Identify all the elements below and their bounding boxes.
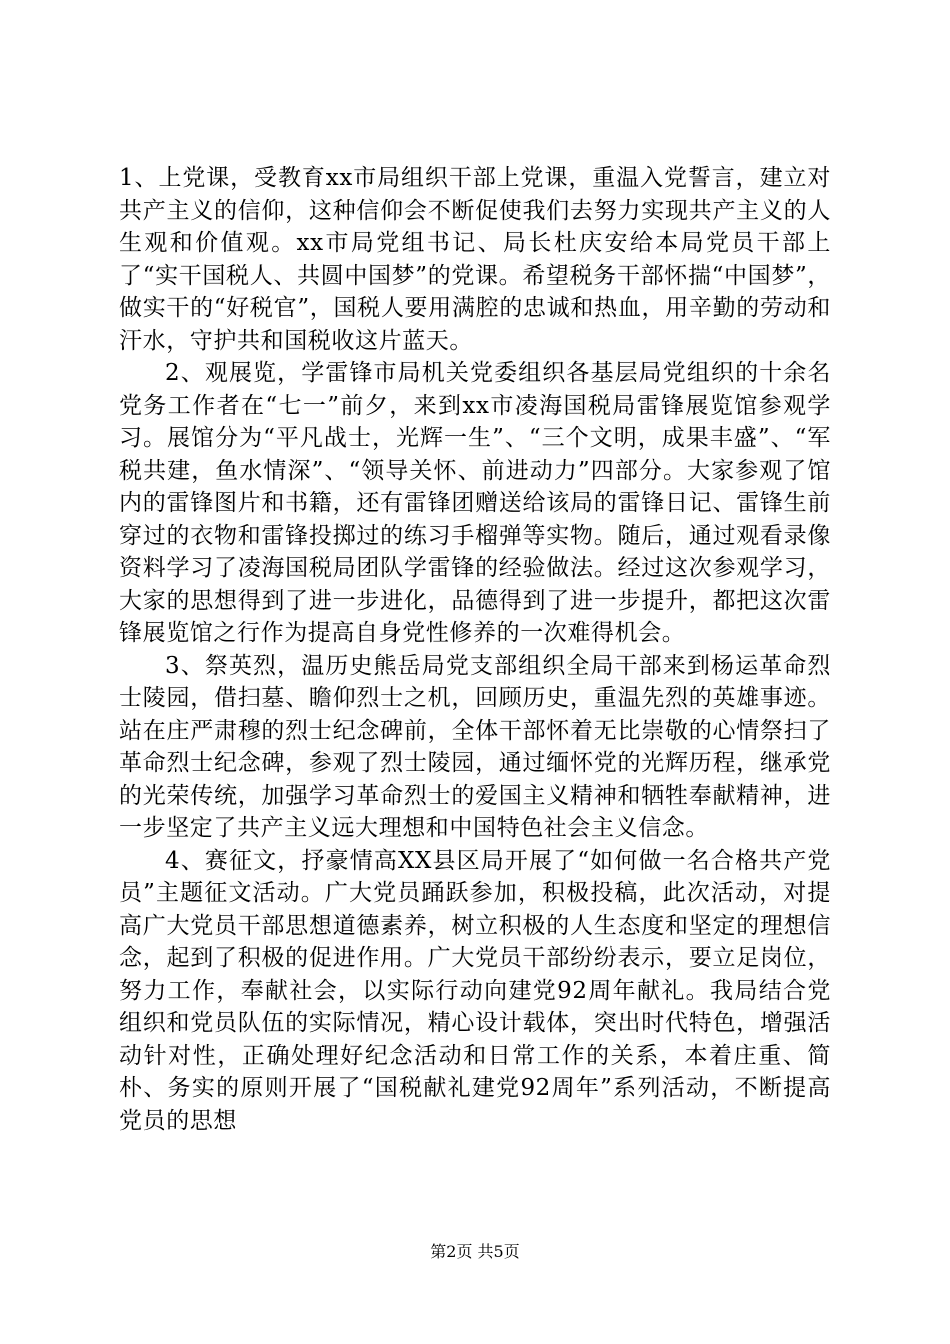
paragraph-4: 4、赛征文，抒豪情高XX县区局开展了“如何做一名合格共产党员”主题征文活动。广大党员踊跃参加，积极投稿，此次活动，对提高广大党员干部思想道德素养，树立积极的人生态度和坚定的理想信念，起到了积极的促进作用。广大党员干部纷纷表示，要立足岗位，努力工作，奉献社会，以实际行动向建党92周年献礼。我局结合党组织和党员队伍的实际情况，精心设计载体，突出时代特色，增强活动针对性，正确处理好纪念活动和日常工作的关系，本着庄重、简朴、务实的原则开展了“国税献礼建党92周年”系列活动，不断提高党员的思想 bbox=[119, 847, 831, 1134]
paragraph-3: 3、祭英烈，温历史熊岳局党支部组织全局干部来到杨运革命烈士陵园，借扫墓、瞻仰烈士之机，回顾历史，重温先烈的英雄事迹。站在庄严肃穆的烈士纪念碑前，全体干部怀着无比崇敬的心情祭扫了革命烈士纪念碑，参观了烈士陵园，通过缅怀党的光辉历程，继承党的光荣传统，加强学习革命烈士的爱国主义精神和牺牲奉献精神，进一步坚定了共产主义远大理想和中国特色社会主义信念。 bbox=[119, 652, 831, 841]
paragraph-2: 2、观展览，学雷锋市局机关党委组织各基层局党组织的十余名党务工作者在“七一”前夕，来到xx市凌海国税局雷锋展览馆参观学习。展馆分为“平凡战士，光辉一生”、“三个文明，成果丰盛”、“军税共建，鱼水情深”、“领导关怀、前进动力”四部分。大家参观了馆内的雷锋图片和书籍，还有雷锋团赠送给该局的雷锋日记、雷锋生前穿过的衣物和雷锋投掷过的练习手榴弹等实物。随后，通过观看录像资料学习了凌海国税局团队学雷锋的经验做法。经过这次参观学习，大家的思想得到了进一步进化，品德得到了进一步提升，都把这次雷锋展览馆之行作为提高自身党性修养的一次难得机会。 bbox=[119, 360, 831, 646]
page-footer: 第2页 共5页 bbox=[430, 1242, 520, 1261]
document-body bbox=[119, 162, 831, 1137]
paragraph-1: 1、上党课，受教育xx市局组织干部上党课，重温入党誓言，建立对共产主义的信仰，这种信仰会不断促使我们去努力实现共产主义的人生观和价值观。xx市局党组书记、局长杜庆安给本局党员干部上了“实干国税人、共圆中国梦”的党课。希望税务干部怀揣“中国梦”，做实干的“好税官”，国税人要用满腔的忠诚和热血，用辛勤的劳动和汗水，守护共和国税收这片蓝天。 bbox=[119, 165, 831, 354]
